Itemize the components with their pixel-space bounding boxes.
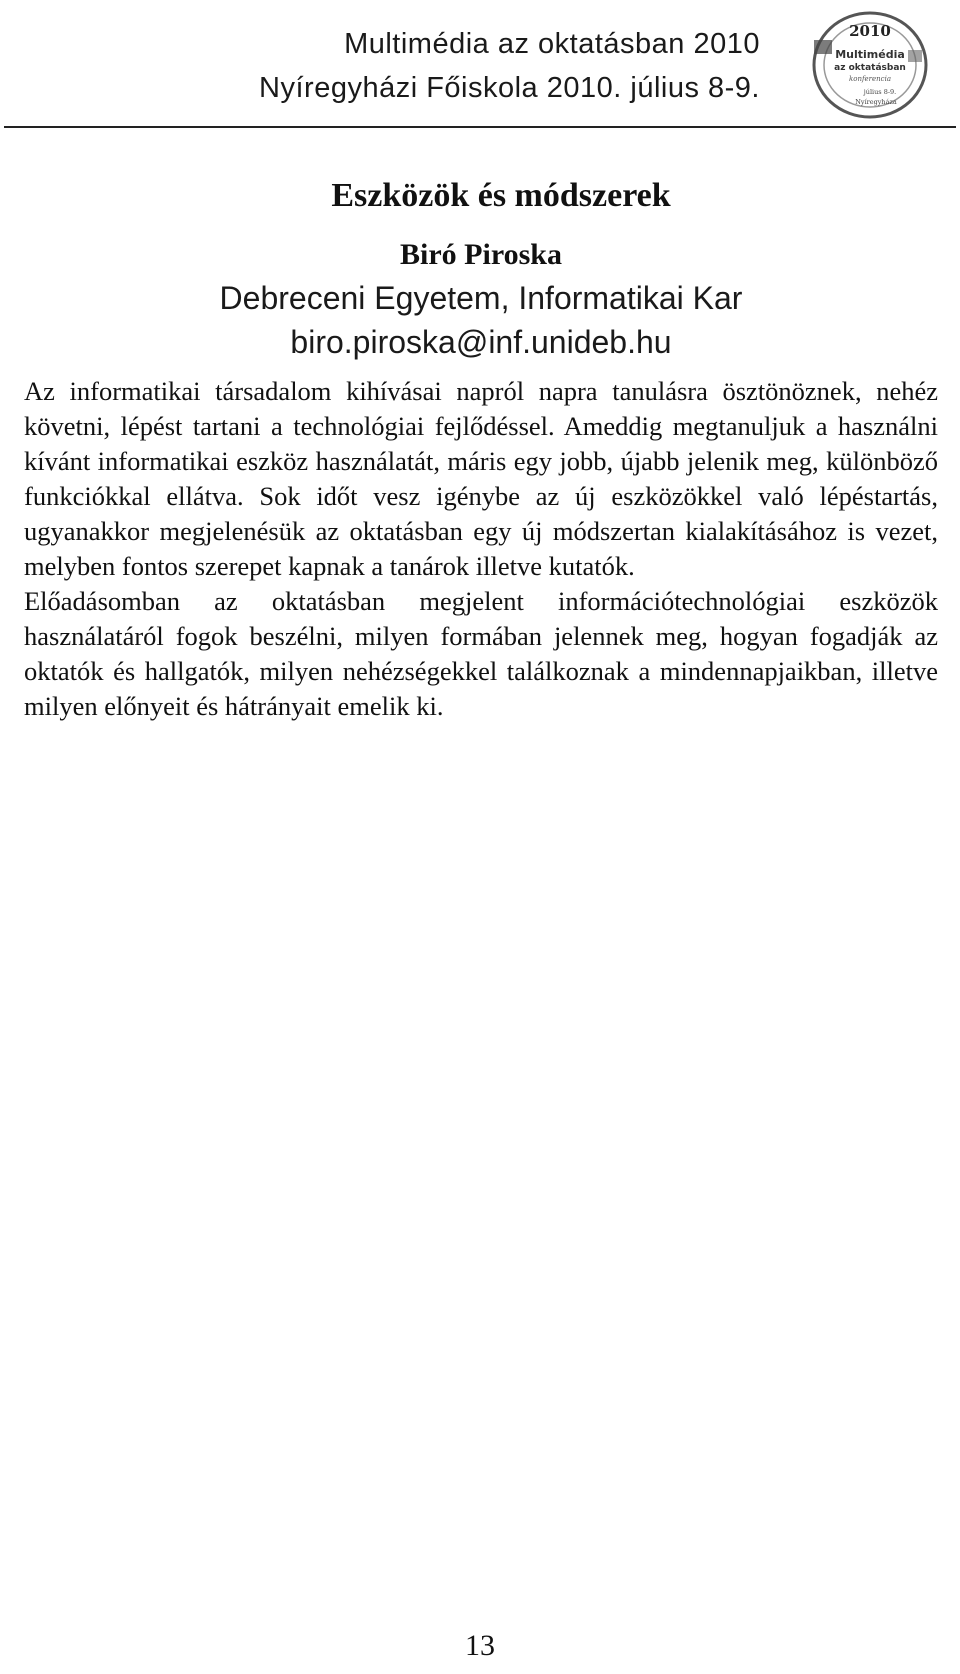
logo-year: 2010	[849, 22, 891, 40]
conference-name: Multimédia az oktatásban 2010	[344, 28, 760, 60]
logo-subtitle: konferencia	[848, 75, 892, 83]
page-number: 13	[465, 1629, 495, 1662]
logo-name-line2: az oktatásban	[834, 63, 906, 73]
author-email: biro.piroska@inf.unideb.hu	[290, 324, 672, 360]
page-header	[0, 0, 960, 128]
abstract	[24, 374, 938, 724]
header-divider	[4, 126, 956, 128]
abstract-paragraph: Előadásomban az oktatásban megjelent információtechnológiai eszközök használatáról fogok beszélni, milyen formában jelennek meg, hogyan fogadják az oktatók és hallgatók, milyen nehézségekkel találkoznak a mindennapjaikban, illetve milyen előnyeit és hátrányait emelik ki.	[24, 586, 938, 721]
logo-place: Nyíregyháza	[855, 98, 897, 106]
abstract-paragraph: Az informatikai társadalom kihívásai napról napra tanulásra ösztönöznek, nehéz követni, lépést tartani a technológiai fejlődéssel. Ameddig megtanuljuk a használni kívánt informatikai eszköz használatát, máris egy jobb, újabb jelenik meg, különböző funkciókkal ellátva. Sok időt vesz igénybe az új eszközökkel való lépéstartás, ugyanakkor megjelenésük az oktatásban egy új módszertan kialakításához is vezet, melyben fontos szerepet kapnak a tanárok illetve kutatók.	[24, 376, 938, 581]
conference-seal-logo	[810, 10, 930, 120]
paper-content	[24, 170, 938, 724]
logo-date: július 8-9.	[863, 88, 897, 96]
conference-info	[259, 22, 760, 110]
conference-venue-date: Nyíregyházi Főiskola 2010. július 8-9.	[259, 72, 760, 104]
author-affiliation: Debreceni Egyetem, Informatikai Kar	[219, 280, 743, 316]
author-name: Biró Piroska	[400, 238, 562, 271]
logo-name-line1: Multimédia	[835, 48, 905, 61]
paper-title: Eszközök és módszerek	[331, 177, 671, 214]
